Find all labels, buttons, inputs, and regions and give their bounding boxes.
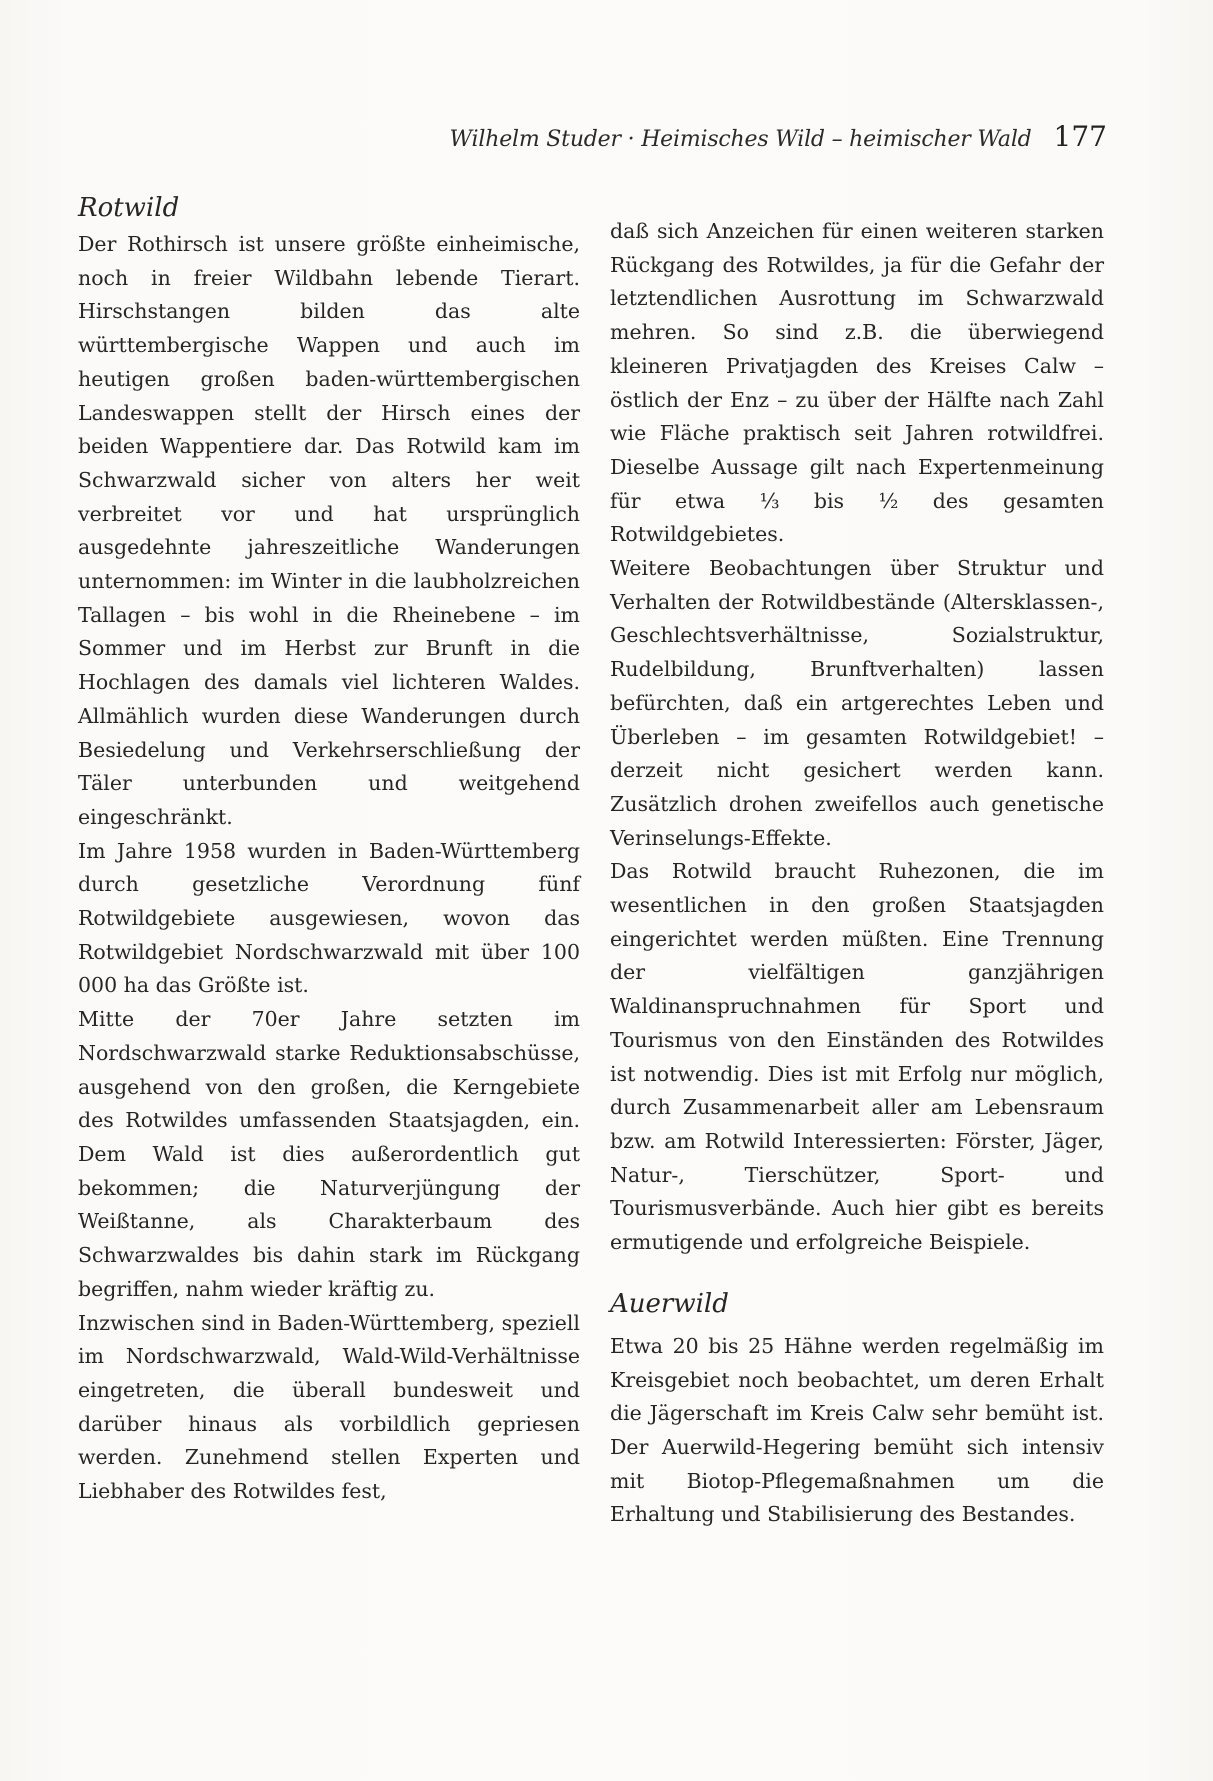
paragraph: Das Rotwild braucht Ruhezonen, die im wesentlichen in den großen Staatsjagden eingerichtet werden müßten. Eine Trennung der vielfältigen ganzjährigen Waldinanspruchnahmen für Sport und Tourismus von den Einständen des Rotwildes ist notwendig. Dies ist mit Erfolg nur möglich, durch Zusammenarbeit aller am Lebensraum bzw. am Rotwild Interessierten: Förster, Jäger, Natur-, Tierschützer, Sport- und Tourismusverbände. Auch hier gibt es bereits ermutigende und erfolgreiche Beispiele.: [610, 859, 1104, 1255]
running-title: Wilhelm Studer · Heimisches Wild – heimischer Wald: [449, 127, 1032, 152]
paragraph: Im Jahre 1958 wurden in Baden-Württemberg durch gesetzliche Verordnung fünf Rotwildgebiete ausgewiesen, wovon das Rotwildgebiet Nordschwarzwald mit über 100 000 ha das Größte ist.: [78, 838, 580, 998]
running-head: [450, 120, 1107, 153]
section-heading-auerwild: Auerwild: [610, 1288, 729, 1319]
paragraph: Etwa 20 bis 25 Hähne werden regelmäßig im Kreisgebiet noch beobachtet, um deren Erhalt die Jägerschaft im Kreis Calw sehr bemüht ist. Der Auerwild-Hegering bemüht sich intensiv mit Biotop-Pflegemaßnahmen um die Erhaltung und Stabilisierung des Bestandes.: [610, 1333, 1104, 1527]
left-column: [78, 190, 580, 1509]
paragraph: Mitte der 70er Jahre setzten im Nordschwarzwald starke Reduktionsabschüsse, ausgehend von den großen, die Kerngebiete des Rotwildes umfassenden Staatsjagden, ein. Dem Wald ist dies außerordentlich gut bekommen; die Naturverjüngung der Weißtanne, als Charakterbaum des Schwarzwaldes bis dahin stark im Rückgang begriffen, nahm wieder kräftig zu.: [78, 1007, 580, 1301]
paragraph: Weitere Beobachtungen über Struktur und Verhalten der Rotwildbestände (Altersklassen-, Geschlechtsverhältnisse, Sozialstruktur, Rudelbildung, Brunftverhalten) lassen befürchten, daß ein artgerechtes Leben und Überleben – im gesamten Rotwildgebiet! – derzeit nicht gesichert werden kann. Zusätzlich drohen zweifellos auch genetische Verinselungs-Effekte.: [610, 556, 1104, 850]
paragraph: daß sich Anzeichen für einen weiteren starken Rückgang des Rotwildes, ja für die Gefahr der letztendlichen Ausrottung im Schwarzwald mehren. So sind z.B. die überwiegend kleineren Privatjagden des Kreises Calw – östlich der Enz – zu über der Hälfte nach Zahl wie Fläche praktisch seit Jahren rotwildfrei. Dieselbe Aussage gilt nach Expertenmeinung für etwa ⅓ bis ½ des gesamten Rotwildgebietes.: [610, 219, 1104, 547]
paragraph: Inzwischen sind in Baden-Württemberg, speziell im Nordschwarzwald, Wald-Wild-Verhältnisse eingetreten, die überall bundesweit und darüber hinaus als vorbildlich gepriesen werden. Zunehmend stellen Experten und Liebhaber des Rotwildes fest,: [78, 1310, 580, 1504]
page-number: 177: [1053, 120, 1107, 153]
section-heading-rotwild: Rotwild: [78, 193, 180, 223]
right-column: [610, 215, 1104, 1532]
paragraph: Der Rothirsch ist unsere größte einheimische, noch in freier Wildbahn lebende Tierart. Hirschstangen bilden das alte württembergische Wappen und auch im heutigen großen baden-württembergischen Landeswappen stellt der Hirsch eines der beiden Wappentiere dar. Das Rotwild kam im Schwarzwald sicher von alters her weit verbreitet vor und hat ursprünglich ausgedehnte jahreszeitliche Wanderungen unternommen: im Winter in die laubholzreichen Tallagen – bis wohl in die Rheinebene – im Sommer und im Herbst zur Brunft in die Hochlagen des damals viel lichteren Waldes. Allmählich wurden diese Wanderungen durch Besiedelung und Verkehrserschließung der Täler unterbunden und weitgehend eingeschränkt.: [78, 232, 580, 829]
